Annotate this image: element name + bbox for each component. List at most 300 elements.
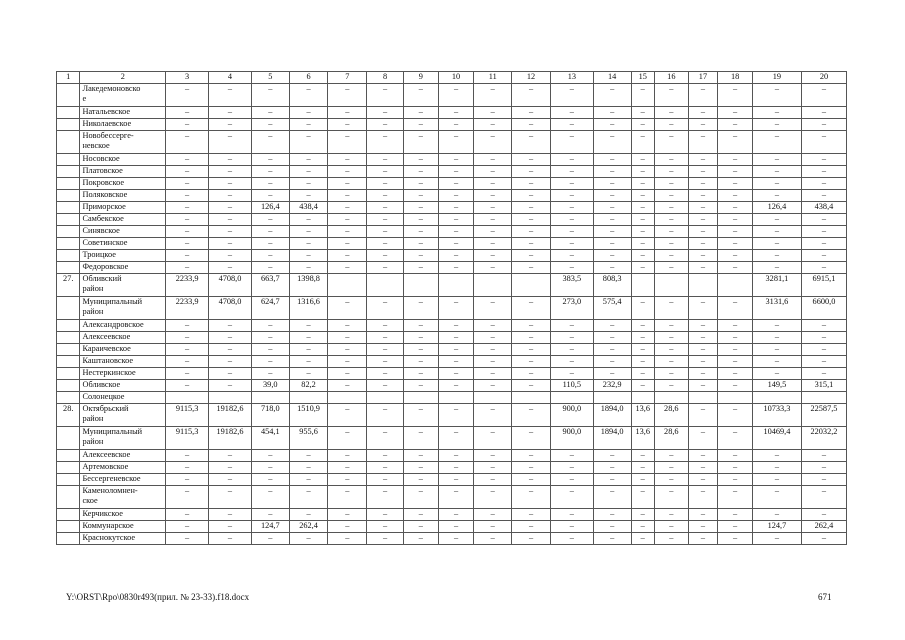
territory-name-cell	[80, 509, 166, 521]
value-cell: –	[688, 380, 718, 392]
value-cell: –	[289, 262, 328, 274]
value-cell: –	[438, 404, 474, 427]
value-cell: –	[593, 344, 631, 356]
value-cell	[328, 274, 367, 297]
value-cell: –	[367, 238, 404, 250]
value-cell: –	[403, 238, 438, 250]
value-cell: –	[593, 107, 631, 119]
value-cell: –	[166, 226, 209, 238]
value-cell: –	[209, 250, 252, 262]
table-row	[57, 356, 847, 368]
value-cell: –	[289, 178, 328, 190]
value-cell: –	[474, 214, 512, 226]
territory-name-line: Федоровское	[82, 262, 129, 271]
value-cell: –	[251, 107, 289, 119]
value-cell	[474, 274, 512, 297]
territory-name-line: невское	[82, 141, 110, 150]
row-number-cell	[57, 250, 80, 262]
value-cell: –	[438, 462, 474, 474]
value-cell: –	[367, 214, 404, 226]
value-cell: –	[403, 119, 438, 131]
value-cell: 1510,9	[289, 404, 328, 427]
row-number-cell	[57, 450, 80, 462]
value-cell: –	[474, 332, 512, 344]
value-cell: 6600,0	[801, 297, 846, 320]
value-cell: –	[438, 332, 474, 344]
value-cell: 22587,5	[801, 404, 846, 427]
value-cell: –	[474, 190, 512, 202]
value-cell: –	[166, 178, 209, 190]
value-cell: –	[166, 131, 209, 154]
value-cell: –	[593, 474, 631, 486]
value-cell: –	[512, 380, 551, 392]
value-cell: –	[209, 332, 252, 344]
value-cell: –	[438, 427, 474, 450]
value-cell: –	[403, 262, 438, 274]
value-cell: –	[367, 202, 404, 214]
value-cell: –	[438, 533, 474, 545]
row-number-cell	[57, 509, 80, 521]
value-cell: –	[718, 250, 753, 262]
value-cell: –	[801, 178, 846, 190]
value-cell: –	[512, 107, 551, 119]
value-cell: –	[801, 368, 846, 380]
value-cell: –	[512, 202, 551, 214]
table-row	[57, 84, 847, 107]
value-cell: –	[403, 297, 438, 320]
territory-name-cell	[80, 166, 166, 178]
value-cell: –	[367, 462, 404, 474]
value-cell: –	[801, 84, 846, 107]
value-cell: –	[328, 509, 367, 521]
value-cell: 808,3	[593, 274, 631, 297]
value-cell: –	[550, 533, 593, 545]
value-cell	[474, 392, 512, 404]
territory-name-cell	[80, 474, 166, 486]
table-row	[57, 509, 847, 521]
territory-name-cell	[80, 320, 166, 332]
value-cell: –	[718, 320, 753, 332]
value-cell: –	[209, 509, 252, 521]
value-cell: –	[367, 509, 404, 521]
value-cell: 262,4	[801, 521, 846, 533]
value-cell: –	[474, 486, 512, 509]
value-cell: –	[367, 344, 404, 356]
value-cell: –	[631, 368, 654, 380]
value-cell: 624,7	[251, 297, 289, 320]
value-cell: –	[752, 119, 801, 131]
value-cell: –	[251, 190, 289, 202]
value-cell: 900,0	[550, 404, 593, 427]
value-cell: –	[631, 380, 654, 392]
value-cell: –	[289, 332, 328, 344]
territory-name-cell	[80, 462, 166, 474]
value-cell: –	[474, 84, 512, 107]
value-cell: –	[367, 107, 404, 119]
value-cell: –	[654, 238, 688, 250]
territory-name-line: Носовское	[82, 154, 120, 163]
value-cell: –	[593, 250, 631, 262]
value-cell: –	[328, 533, 367, 545]
territory-name-cell	[80, 356, 166, 368]
value-cell: –	[289, 450, 328, 462]
value-cell: –	[512, 297, 551, 320]
territory-name-line: район	[82, 437, 104, 446]
value-cell: –	[289, 166, 328, 178]
value-cell: –	[289, 154, 328, 166]
value-cell: –	[654, 474, 688, 486]
value-cell: –	[209, 486, 252, 509]
value-cell: –	[328, 238, 367, 250]
value-cell: –	[166, 84, 209, 107]
value-cell: –	[367, 262, 404, 274]
value-cell: –	[289, 474, 328, 486]
territory-name-cell	[80, 262, 166, 274]
value-cell: –	[688, 154, 718, 166]
value-cell: –	[654, 297, 688, 320]
value-cell: –	[654, 533, 688, 545]
value-cell: –	[654, 84, 688, 107]
value-cell: –	[801, 107, 846, 119]
value-cell: –	[593, 238, 631, 250]
value-cell: –	[289, 368, 328, 380]
row-number-cell	[57, 462, 80, 474]
value-cell	[512, 274, 551, 297]
value-cell: –	[801, 226, 846, 238]
value-cell: –	[166, 202, 209, 214]
value-cell: –	[550, 154, 593, 166]
value-cell: –	[166, 107, 209, 119]
row-number-cell	[57, 238, 80, 250]
value-cell: –	[512, 332, 551, 344]
value-cell: –	[718, 404, 753, 427]
value-cell: –	[654, 131, 688, 154]
value-cell	[289, 392, 328, 404]
value-cell	[512, 392, 551, 404]
value-cell: –	[403, 332, 438, 344]
value-cell: –	[367, 474, 404, 486]
value-cell: –	[550, 474, 593, 486]
value-cell: –	[631, 202, 654, 214]
value-cell: –	[328, 332, 367, 344]
value-cell: –	[512, 178, 551, 190]
value-cell: –	[438, 368, 474, 380]
value-cell: –	[403, 166, 438, 178]
territory-name-cell	[80, 392, 166, 404]
value-cell: –	[512, 166, 551, 178]
territory-name-line: Каменоломнен-	[82, 486, 138, 495]
territory-name-line: Приморское	[82, 202, 126, 211]
value-cell: –	[688, 166, 718, 178]
value-cell: –	[718, 533, 753, 545]
value-cell: –	[631, 107, 654, 119]
table-row	[57, 238, 847, 250]
value-cell: –	[752, 509, 801, 521]
value-cell: –	[328, 190, 367, 202]
value-cell: 383,5	[550, 274, 593, 297]
value-cell: –	[328, 226, 367, 238]
value-cell: –	[367, 84, 404, 107]
territory-name-cell	[80, 202, 166, 214]
territory-name-line: Алексеевское	[82, 450, 131, 459]
value-cell: 438,4	[801, 202, 846, 214]
value-cell: –	[593, 178, 631, 190]
territory-name-line: Покровское	[82, 178, 125, 187]
table-row	[57, 404, 847, 427]
value-cell: –	[328, 474, 367, 486]
row-number-cell	[57, 486, 80, 509]
value-cell: –	[474, 166, 512, 178]
value-cell: –	[801, 262, 846, 274]
value-cell: –	[752, 238, 801, 250]
row-number-cell	[57, 214, 80, 226]
row-number-cell	[57, 262, 80, 274]
value-cell: –	[367, 226, 404, 238]
table-row	[57, 166, 847, 178]
value-cell: –	[328, 178, 367, 190]
value-cell: –	[328, 450, 367, 462]
value-cell: –	[438, 509, 474, 521]
value-cell: –	[550, 166, 593, 178]
value-cell: –	[367, 356, 404, 368]
value-cell: –	[718, 226, 753, 238]
table-row	[57, 462, 847, 474]
value-cell: –	[328, 250, 367, 262]
footer-page-number: 671	[818, 592, 832, 602]
table-row	[57, 131, 847, 154]
value-cell: 3281,1	[752, 274, 801, 297]
value-cell: –	[328, 356, 367, 368]
value-cell	[403, 392, 438, 404]
value-cell: –	[550, 250, 593, 262]
value-cell: –	[403, 178, 438, 190]
value-cell: –	[631, 178, 654, 190]
value-cell: –	[251, 119, 289, 131]
value-cell: –	[550, 119, 593, 131]
value-cell	[688, 392, 718, 404]
value-cell: 10469,4	[752, 427, 801, 450]
territory-name-cell	[80, 226, 166, 238]
value-cell: –	[688, 450, 718, 462]
row-number-cell	[57, 533, 80, 545]
value-cell: –	[688, 427, 718, 450]
value-cell: –	[631, 250, 654, 262]
territory-name-cell	[80, 154, 166, 166]
territory-name-cell	[80, 427, 166, 450]
value-cell: –	[752, 166, 801, 178]
value-cell: –	[550, 178, 593, 190]
value-cell: –	[251, 486, 289, 509]
value-cell: –	[166, 262, 209, 274]
territory-name-cell	[80, 344, 166, 356]
value-cell: –	[654, 320, 688, 332]
value-cell: 955,6	[289, 427, 328, 450]
value-cell: –	[718, 190, 753, 202]
value-cell: 13,6	[631, 404, 654, 427]
column-header: 10	[438, 72, 474, 84]
table-row	[57, 274, 847, 297]
value-cell: –	[166, 214, 209, 226]
territory-name-line: Октябрьский	[82, 404, 129, 413]
value-cell: –	[718, 154, 753, 166]
value-cell: 232,9	[593, 380, 631, 392]
value-cell: –	[438, 84, 474, 107]
value-cell: –	[631, 509, 654, 521]
value-cell: –	[251, 250, 289, 262]
territory-name-line: Артемовское	[82, 462, 129, 471]
value-cell: –	[403, 521, 438, 533]
value-cell: –	[166, 486, 209, 509]
value-cell: –	[550, 509, 593, 521]
value-cell: –	[752, 84, 801, 107]
value-cell: –	[688, 474, 718, 486]
value-cell: 126,4	[251, 202, 289, 214]
value-cell: –	[474, 154, 512, 166]
value-cell: –	[512, 226, 551, 238]
value-cell: 124,7	[251, 521, 289, 533]
value-cell	[328, 392, 367, 404]
value-cell: –	[688, 404, 718, 427]
table-row	[57, 320, 847, 332]
column-header: 19	[752, 72, 801, 84]
value-cell: –	[593, 462, 631, 474]
value-cell: –	[403, 202, 438, 214]
value-cell: –	[654, 107, 688, 119]
value-cell: –	[166, 474, 209, 486]
value-cell: –	[688, 320, 718, 332]
value-cell: –	[289, 190, 328, 202]
value-cell: –	[512, 320, 551, 332]
territory-name-cell	[80, 119, 166, 131]
value-cell: –	[631, 154, 654, 166]
value-cell	[718, 392, 753, 404]
value-cell: –	[438, 474, 474, 486]
value-cell	[654, 274, 688, 297]
value-cell: –	[718, 297, 753, 320]
value-cell: –	[752, 344, 801, 356]
value-cell: –	[801, 450, 846, 462]
territory-name-cell	[80, 107, 166, 119]
table-row	[57, 392, 847, 404]
row-number-cell	[57, 226, 80, 238]
value-cell: –	[474, 509, 512, 521]
value-cell: –	[688, 297, 718, 320]
territory-name-line: Лакедемоновско	[82, 84, 141, 93]
value-cell: –	[403, 427, 438, 450]
value-cell: –	[251, 332, 289, 344]
territory-name-cell	[80, 250, 166, 262]
value-cell: –	[512, 533, 551, 545]
value-cell: –	[166, 356, 209, 368]
value-cell	[166, 392, 209, 404]
value-cell: –	[251, 462, 289, 474]
value-cell: –	[688, 190, 718, 202]
value-cell: –	[209, 166, 252, 178]
value-cell: –	[512, 262, 551, 274]
value-cell: 10733,3	[752, 404, 801, 427]
value-cell: –	[166, 521, 209, 533]
value-cell: –	[403, 107, 438, 119]
value-cell: –	[752, 474, 801, 486]
value-cell: –	[593, 332, 631, 344]
value-cell: –	[512, 474, 551, 486]
value-cell: –	[593, 119, 631, 131]
territory-name-cell	[80, 274, 166, 297]
column-header: 2	[80, 72, 166, 84]
value-cell: –	[801, 462, 846, 474]
territory-name-line: Платовское	[82, 166, 123, 175]
value-cell: –	[550, 486, 593, 509]
value-cell: –	[166, 166, 209, 178]
value-cell: –	[328, 427, 367, 450]
row-number-cell	[57, 190, 80, 202]
value-cell: –	[251, 509, 289, 521]
value-cell: –	[367, 250, 404, 262]
value-cell: –	[251, 238, 289, 250]
column-header: 11	[474, 72, 512, 84]
value-cell: –	[512, 368, 551, 380]
territory-name-cell	[80, 486, 166, 509]
territory-name-line: Нестеркинское	[82, 368, 136, 377]
value-cell: –	[631, 332, 654, 344]
value-cell: –	[688, 214, 718, 226]
territory-name-line: Солонецкое	[82, 392, 125, 401]
value-cell: –	[718, 521, 753, 533]
value-cell: –	[718, 238, 753, 250]
value-cell: –	[718, 474, 753, 486]
territory-name-line: Алексеевское	[82, 332, 131, 341]
value-cell: –	[328, 84, 367, 107]
territory-name-line: Троицкое	[82, 250, 116, 259]
value-cell: –	[209, 238, 252, 250]
row-number-cell	[57, 521, 80, 533]
value-cell: –	[289, 84, 328, 107]
row-number-cell	[57, 368, 80, 380]
footer-file-path: Y:\ORST\Rpo\0830r493(прил. № 23-33).f18.docx	[66, 592, 250, 602]
value-cell: –	[209, 474, 252, 486]
table-row	[57, 214, 847, 226]
value-cell: –	[752, 533, 801, 545]
value-cell: –	[752, 356, 801, 368]
row-number-cell	[57, 84, 80, 107]
territory-name-line: Синявское	[82, 226, 120, 235]
value-cell: –	[438, 297, 474, 320]
value-cell: –	[512, 84, 551, 107]
value-cell: 110,5	[550, 380, 593, 392]
value-cell: –	[801, 154, 846, 166]
value-cell: –	[512, 344, 551, 356]
value-cell: –	[718, 486, 753, 509]
value-cell: –	[367, 297, 404, 320]
table-row	[57, 486, 847, 509]
value-cell: –	[367, 450, 404, 462]
value-cell: –	[367, 131, 404, 154]
value-cell: –	[251, 262, 289, 274]
territory-name-line: Александровское	[82, 320, 144, 329]
value-cell	[654, 392, 688, 404]
territory-name-cell	[80, 178, 166, 190]
value-cell: 4708,0	[209, 274, 252, 297]
row-number-cell: 28.	[57, 404, 80, 427]
value-cell: –	[512, 238, 551, 250]
value-cell: –	[593, 190, 631, 202]
value-cell: –	[654, 462, 688, 474]
value-cell: –	[512, 486, 551, 509]
value-cell: –	[166, 190, 209, 202]
value-cell: –	[166, 250, 209, 262]
value-cell: –	[403, 214, 438, 226]
value-cell: –	[688, 344, 718, 356]
